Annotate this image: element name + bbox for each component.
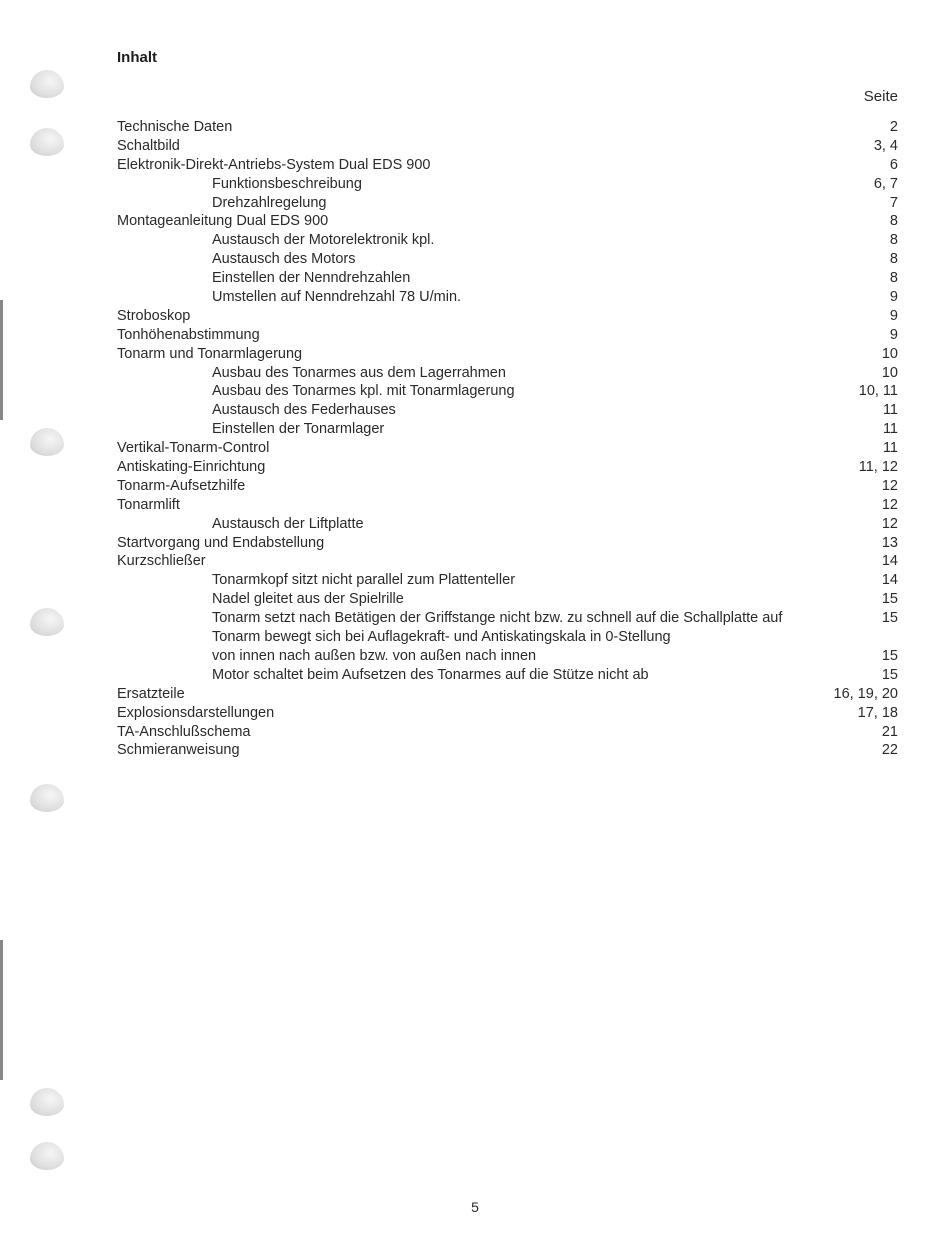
toc-entry xyxy=(117,496,898,515)
toc-entry-page: 11 xyxy=(882,440,898,457)
toc-entry xyxy=(117,194,898,213)
toc-entry xyxy=(117,137,898,156)
toc-entry-title: Elektronik-Direkt-Antriebs-System Dual EDS 900 xyxy=(117,156,431,173)
toc-entry-title: Startvorgang und Endabstellung xyxy=(117,534,325,551)
punch-hole xyxy=(30,428,64,456)
punch-hole xyxy=(30,784,64,812)
toc-entry-page: 3, 4 xyxy=(873,137,898,154)
toc-entry-page: 8 xyxy=(889,270,898,287)
toc-entry-title: Technische Daten xyxy=(117,119,233,135)
table-of-contents xyxy=(117,118,898,760)
toc-entry-page: 10 xyxy=(881,345,898,362)
toc-entry-title: Einstellen der Nenndrehzahlen xyxy=(212,270,411,287)
toc-entry xyxy=(117,685,898,704)
toc-entry-page: 9 xyxy=(889,326,898,343)
toc-entry xyxy=(117,534,898,553)
toc-entry xyxy=(117,590,898,609)
toc-entry xyxy=(117,666,898,685)
toc-entry-page: 12 xyxy=(881,496,898,513)
toc-entry-title: Montageanleitung Dual EDS 900 xyxy=(117,213,329,230)
toc-entry-page: 6, 7 xyxy=(873,175,898,192)
toc-entry-title: Ausbau des Tonarmes aus dem Lagerrahmen xyxy=(212,364,506,381)
toc-entry xyxy=(117,477,898,496)
toc-entry xyxy=(117,704,898,723)
toc-entry-page: 7 xyxy=(889,194,898,211)
toc-entry-page: 12 xyxy=(881,477,898,494)
toc-entry-title: Austausch des Federhauses xyxy=(212,402,396,419)
toc-entry-page: 12 xyxy=(881,515,898,532)
punch-hole xyxy=(30,70,64,98)
toc-entry-page: 13 xyxy=(881,534,898,551)
toc-entry-title: von innen nach außen bzw. von außen nach innen xyxy=(212,647,537,664)
toc-entry xyxy=(117,118,898,137)
toc-entry-page: 22 xyxy=(881,742,898,759)
punch-hole xyxy=(30,608,64,636)
toc-entry-title: Austausch der Motorelektronik kpl. xyxy=(212,232,435,249)
toc-entry xyxy=(117,458,898,477)
toc-entry-page: 10, 11 xyxy=(858,383,898,400)
page-edge-mark xyxy=(0,300,3,420)
toc-entry-page: 8 xyxy=(889,251,898,268)
toc-entry-title: Tonarm setzt nach Betätigen der Griffstange nicht bzw. zu schnell auf die Schallplatte auf xyxy=(212,610,783,627)
toc-entry-page: 9 xyxy=(889,307,898,324)
toc-entry xyxy=(117,364,898,383)
toc-entry xyxy=(117,647,898,666)
toc-entry xyxy=(117,382,898,401)
toc-entry-title: Ausbau des Tonarmes kpl. mit Tonarmlagerung xyxy=(212,383,515,400)
toc-entry-title: Antiskating-Einrichtung xyxy=(117,459,266,476)
toc-entry-page: 2 xyxy=(889,119,898,135)
toc-entry-page: 6 xyxy=(889,156,898,173)
toc-entry-title: Stroboskop xyxy=(117,307,191,324)
toc-entry-page: 15 xyxy=(881,666,898,683)
toc-entry-page: 9 xyxy=(889,289,898,306)
toc-entry xyxy=(117,401,898,420)
toc-entry xyxy=(117,175,898,194)
toc-entry-page: 11 xyxy=(882,421,898,438)
toc-entry-title: Tonarm-Aufsetzhilfe xyxy=(117,477,246,494)
toc-entry-title: Ersatzteile xyxy=(117,685,185,702)
toc-entry-title: Funktionsbeschreibung xyxy=(212,175,362,192)
toc-entry xyxy=(117,307,898,326)
toc-entry-page: 15 xyxy=(881,610,898,627)
toc-entry-title: Tonarmkopf sitzt nicht parallel zum Plattenteller xyxy=(212,572,516,589)
toc-entry-page: 8 xyxy=(889,213,898,230)
toc-heading: Inhalt xyxy=(117,49,157,66)
page-edge-mark xyxy=(0,940,3,1080)
toc-entry xyxy=(117,515,898,534)
toc-entry-page: 21 xyxy=(881,723,898,740)
toc-entry-page: 14 xyxy=(881,572,898,589)
toc-entry-title: Tonarm bewegt sich bei Auflagekraft- und Antiskatingskala in 0-Stellung xyxy=(212,629,671,646)
toc-entry-title: Einstellen der Tonarmlager xyxy=(212,421,385,438)
toc-entry xyxy=(117,741,898,760)
toc-entry-title: Austausch des Motors xyxy=(212,251,356,268)
toc-entry-title: Vertikal-Tonarm-Control xyxy=(117,440,270,457)
toc-entry xyxy=(117,723,898,742)
toc-entry-page: 15 xyxy=(881,647,898,664)
toc-entry xyxy=(117,231,898,250)
toc-entry-title: TA-Anschlußschema xyxy=(117,723,251,740)
toc-entry-title: Nadel gleitet aus der Spielrille xyxy=(212,591,404,608)
toc-entry-title: Schaltbild xyxy=(117,137,180,154)
toc-entry-title: Umstellen auf Nenndrehzahl 78 U/min. xyxy=(212,289,462,306)
toc-entry-title: Kurzschließer xyxy=(117,553,206,570)
toc-entry xyxy=(117,439,898,458)
punch-hole xyxy=(30,1088,64,1116)
toc-entry xyxy=(117,345,898,364)
toc-entry-page: 15 xyxy=(881,591,898,608)
toc-entry xyxy=(117,571,898,590)
toc-entry-page: 17, 18 xyxy=(857,704,898,721)
toc-entry-page: 8 xyxy=(889,232,898,249)
toc-entry-title: Tonarmlift xyxy=(117,496,180,513)
page-column-label: Seite xyxy=(863,88,898,105)
punch-hole xyxy=(30,1142,64,1170)
toc-entry-title: Schmieranweisung xyxy=(117,742,240,759)
toc-entry-title: Explosionsdarstellungen xyxy=(117,704,275,721)
toc-entry xyxy=(117,288,898,307)
toc-entry-title: Tonhöhenabstimmung xyxy=(117,326,260,343)
toc-entry xyxy=(117,609,898,628)
toc-entry-page: 11, 12 xyxy=(858,459,898,476)
toc-entry-page: 10 xyxy=(881,364,898,381)
toc-entry-page: 16, 19, 20 xyxy=(833,685,898,702)
toc-entry xyxy=(117,420,898,439)
toc-entry xyxy=(117,212,898,231)
toc-entry xyxy=(117,269,898,288)
toc-entry xyxy=(117,552,898,571)
toc-entry xyxy=(117,326,898,345)
page-number: 5 xyxy=(471,1199,479,1215)
toc-entry xyxy=(117,156,898,175)
toc-entry-title: Motor schaltet beim Aufsetzen des Tonarmes auf die Stütze nicht ab xyxy=(212,666,649,683)
punch-hole xyxy=(30,128,64,156)
toc-entry xyxy=(117,250,898,269)
toc-entry-page: 11 xyxy=(882,402,898,419)
toc-entry-title: Austausch der Liftplatte xyxy=(212,515,364,532)
toc-entry xyxy=(117,628,898,647)
toc-entry-page: 14 xyxy=(881,553,898,570)
toc-entry-title: Tonarm und Tonarmlagerung xyxy=(117,345,303,362)
toc-entry-title: Drehzahlregelung xyxy=(212,194,327,211)
